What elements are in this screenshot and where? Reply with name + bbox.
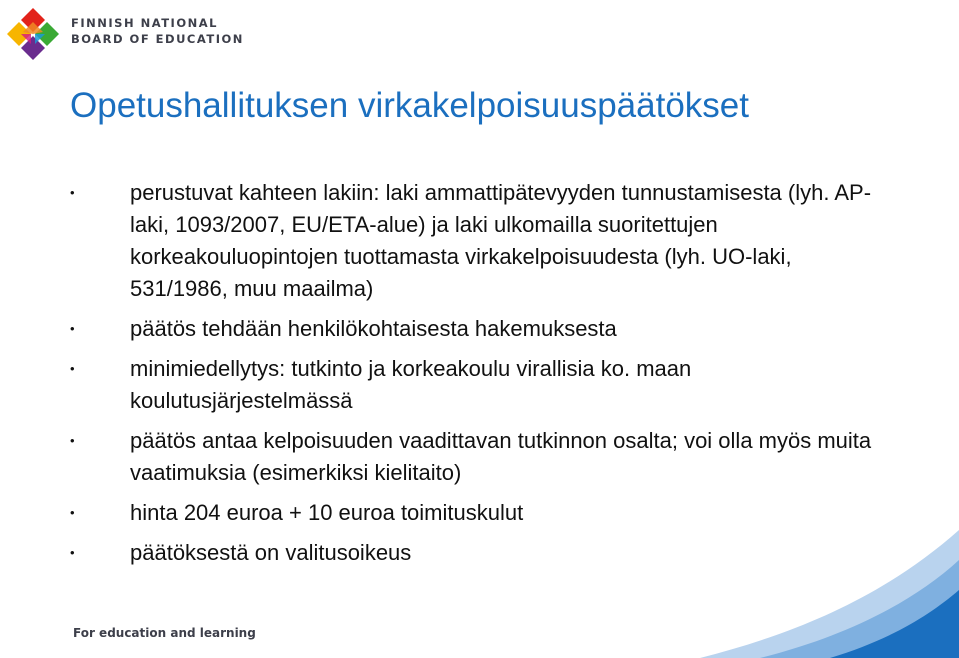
- org-name-line2: BOARD OF EDUCATION: [71, 32, 244, 46]
- bullet-text: päätös tehdään henkilökohtaisesta hakemuksesta: [130, 316, 617, 341]
- bullet-item: [70, 425, 890, 489]
- bullet-text: hinta 204 euroa + 10 euroa toimituskulut: [130, 500, 524, 525]
- bullet-text: päätös antaa kelpoisuuden vaadittavan tutkinnon osalta; voi olla myös muita vaatimuksia (esimerkiksi kielitaito): [130, 428, 872, 485]
- bullet-dot-icon: •: [70, 185, 75, 200]
- bullet-dot-icon: •: [70, 321, 75, 336]
- bullet-dot-icon: •: [70, 433, 75, 448]
- bullet-text: perustuvat kahteen lakiin: laki ammattipätevyyden tunnustamisesta (lyh. AP-laki, 1093/2007, EU/ETA-alue) ja laki ulkomailla suoritettujen korkeakouluopintojen tuottamasta virkakelpoisuudesta (lyh. UO-laki, 531/1986, muu maailma): [130, 180, 872, 301]
- diamond-logo-icon: [3, 4, 63, 64]
- bullet-dot-icon: •: [70, 505, 75, 520]
- slide-title: Opetushallituksen virkakelpoisuuspäätökset: [70, 86, 749, 125]
- bullet-item: [70, 353, 890, 417]
- bullet-text: minimiedellytys: tutkinto ja korkeakoulu virallisia ko. maan koulutusjärjestelmässä: [130, 356, 692, 413]
- bullet-item: [70, 313, 890, 345]
- footer-tagline: For education and learning: [73, 626, 256, 640]
- bullet-dot-icon: •: [70, 545, 75, 560]
- bullet-item: [70, 177, 890, 305]
- org-name: [71, 15, 244, 47]
- bullet-dot-icon: •: [70, 361, 75, 376]
- wave-decoration-icon: [700, 530, 959, 658]
- bullet-list: [70, 177, 890, 577]
- org-name-line1: FINNISH NATIONAL: [71, 16, 218, 30]
- bullet-item: [70, 497, 890, 529]
- bullet-text: päätöksestä on valitusoikeus: [130, 540, 412, 565]
